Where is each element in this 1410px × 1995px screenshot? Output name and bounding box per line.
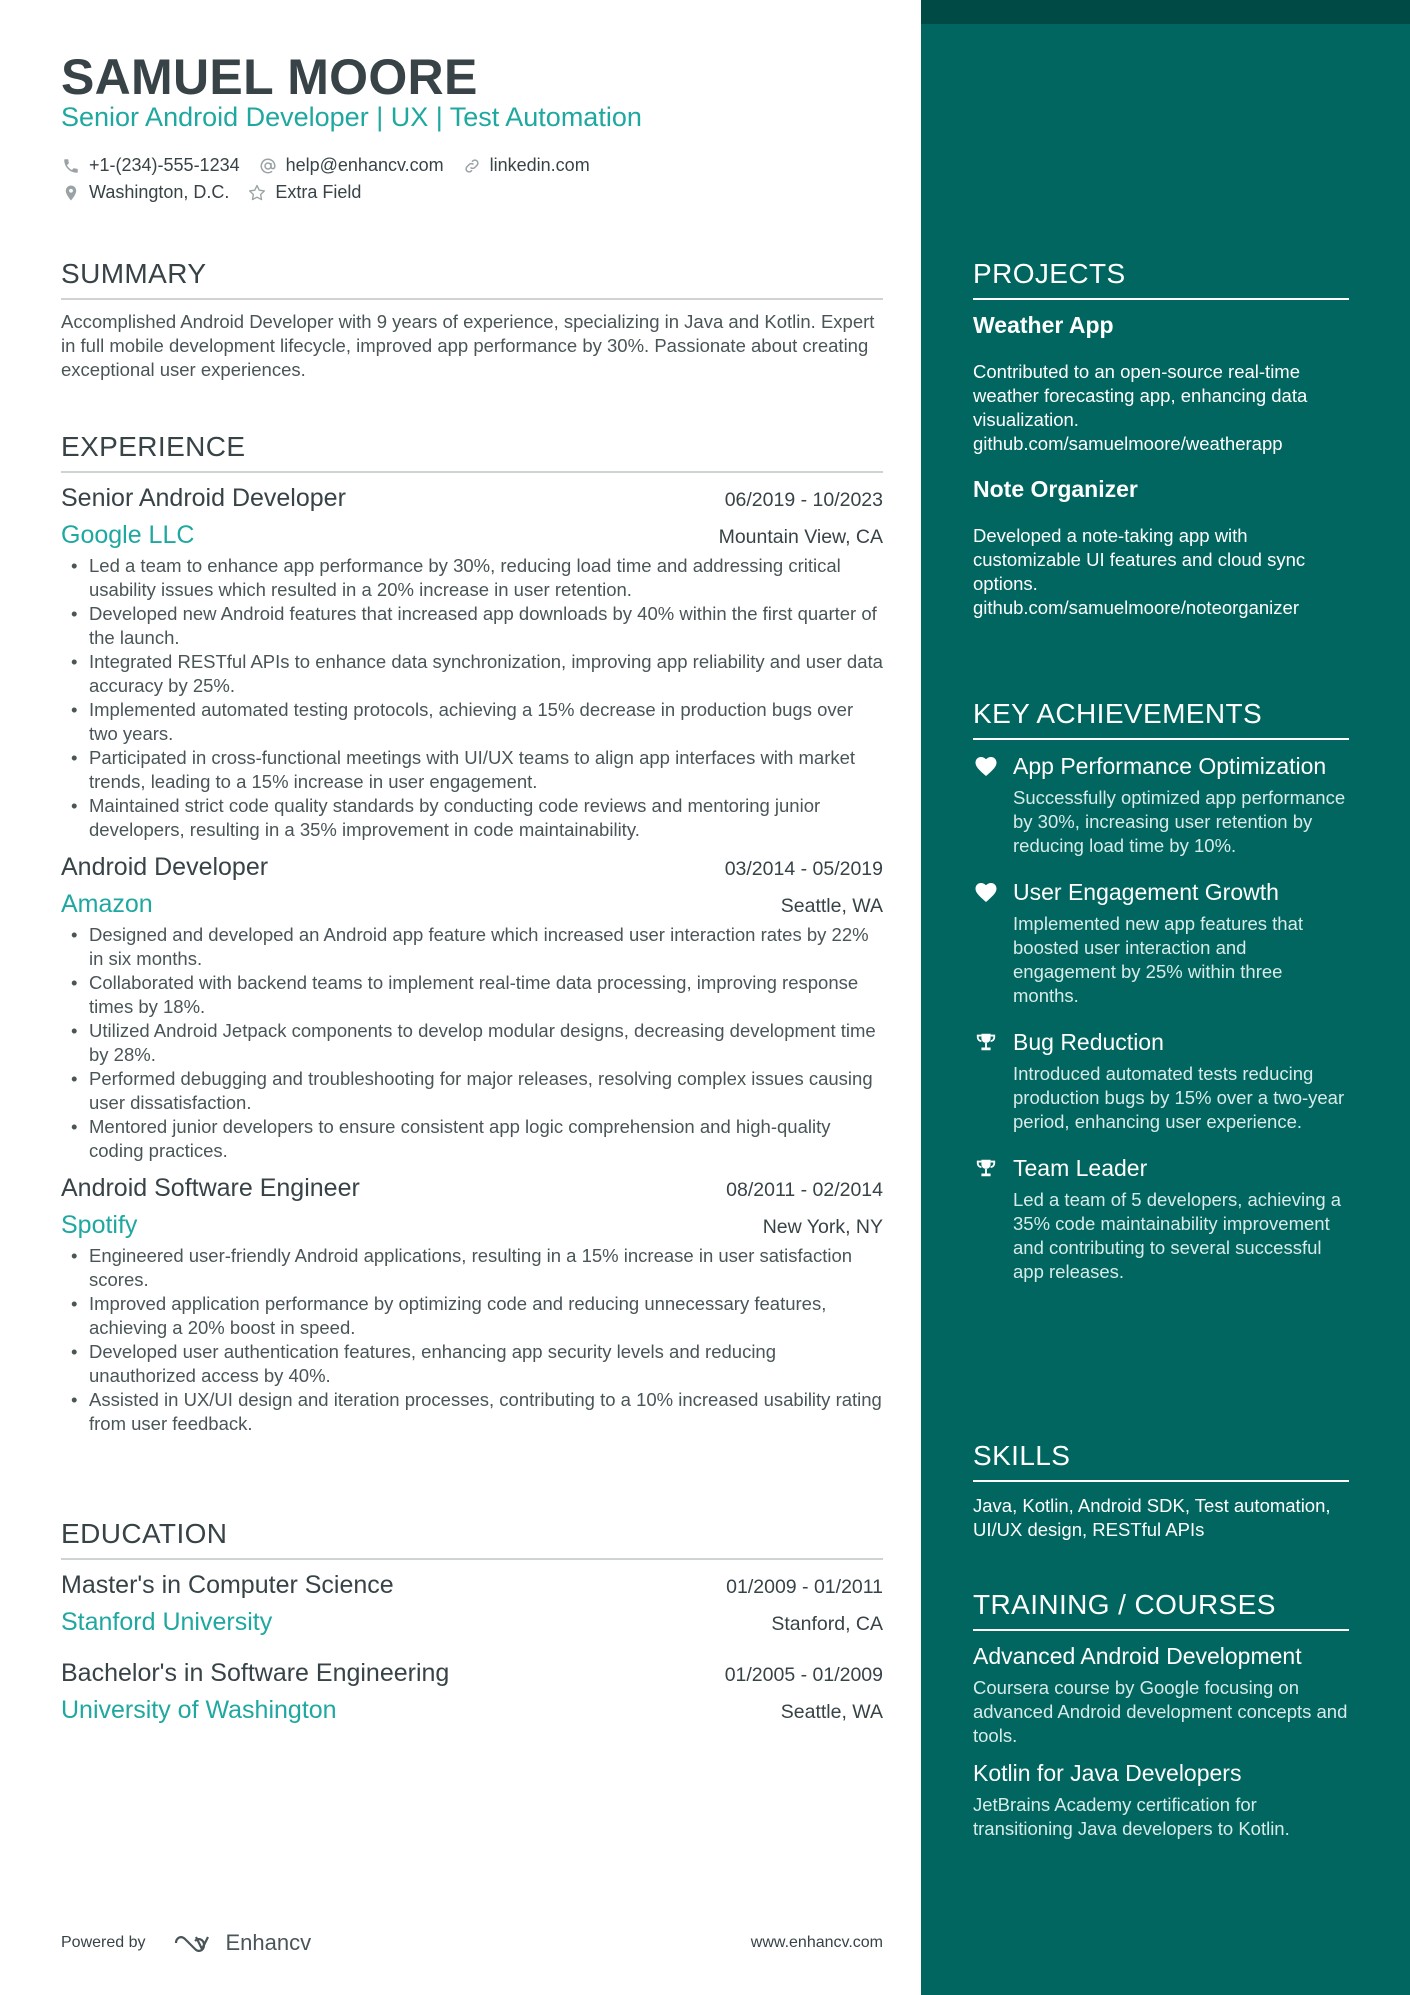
email-text: help@enhancv.com [285, 155, 444, 175]
projects-section [973, 258, 1349, 620]
location-pin-icon [61, 183, 81, 203]
job-title: Android Software Engineer [61, 1174, 360, 1202]
course-entry [973, 1760, 1349, 1841]
achievement-title: User Engagement Growth [1013, 879, 1279, 905]
school-location: Seattle, WA [780, 1701, 883, 1723]
location-text: Washington, D.C. [89, 182, 230, 202]
bullet-item: • Improved application performance by optimizing code and reducing unnecessary features, achieving a 20% boost in speed. [61, 1292, 883, 1340]
job-dates: 08/2011 - 02/2014 [726, 1179, 883, 1201]
job-bullets [61, 923, 883, 1163]
contact-phone[interactable] [61, 155, 240, 176]
bullet-item: • Maintained strict code quality standards by conducting code reviews and mentoring junior developers, resulting in a 35% improvement in code maintainability. [61, 794, 883, 842]
contact-info [61, 152, 881, 206]
bullet-item: • Utilized Android Jetpack components to develop modular designs, decreasing development time by 28%. [61, 1019, 883, 1067]
trophy-icon [973, 1155, 999, 1181]
bullet-item: • Developed new Android features that increased app downloads by 40% within the first quarter of the launch. [61, 602, 883, 650]
bullet-item: • Designed and developed an Android app feature which increased user interaction rates by 22% in six months. [61, 923, 883, 971]
sidebar [921, 0, 1410, 1995]
achievement-item [973, 1028, 1349, 1134]
job-title: Android Developer [61, 853, 269, 881]
school-location: Stanford, CA [771, 1613, 883, 1635]
achievement-description: Successfully optimized app performance by 30%, increasing user retention by reducing load time by 10%. [1013, 787, 1346, 856]
trophy-icon [973, 1029, 999, 1055]
bullet-item: • Collaborated with backend teams to implement real-time data processing, improving response times by 18%. [61, 971, 883, 1019]
job-location: Seattle, WA [780, 895, 883, 917]
achievement-description: Introduced automated tests reducing production bugs by 15% over a two-year period, enhancing user experience. [1013, 1063, 1345, 1132]
project-description: Developed a note-taking app with customizable UI features and cloud sync options. github.com/samuelmoore/noteorganizer [973, 525, 1306, 618]
achievement-title: Bug Reduction [1013, 1029, 1164, 1055]
education-dates: 01/2009 - 01/2011 [726, 1576, 883, 1598]
summary-heading: SUMMARY [61, 258, 883, 300]
experience-heading: EXPERIENCE [61, 431, 883, 473]
course-description: Coursera course by Google focusing on advanced Android development concepts and tools. [973, 1677, 1348, 1746]
school-name: University of Washington [61, 1696, 337, 1724]
job-location: New York, NY [762, 1216, 883, 1238]
projects-heading: PROJECTS [973, 258, 1349, 300]
powered-by [61, 1930, 311, 1956]
achievements-section [973, 698, 1349, 1284]
achievement-item [973, 1154, 1349, 1284]
skills-section [973, 1440, 1349, 1542]
bullet-item: • Mentored junior developers to ensure consistent app logic comprehension and high-quality coding practices. [61, 1115, 883, 1163]
bullet-item: • Integrated RESTful APIs to enhance data synchronization, improving app reliability and user data accuracy by 25%. [61, 650, 883, 698]
company-name: Google LLC [61, 521, 195, 549]
course-name: Kotlin for Java Developers [973, 1760, 1242, 1786]
enhancv-brand-text: Enhancv [225, 1930, 312, 1955]
enhancv-logo[interactable] [172, 1930, 312, 1956]
job-bullets [61, 1244, 883, 1436]
footer [61, 1930, 883, 1956]
project-description: Contributed to an open-source real-time weather forecasting app, enhancing data visualization. github.com/samuelmoore/weatherapp [973, 361, 1308, 454]
school-name: Stanford University [61, 1608, 273, 1636]
education-heading: EDUCATION [61, 1518, 883, 1560]
job-entry [61, 853, 883, 1163]
project-name: Note Organizer [973, 476, 1138, 502]
candidate-title: Senior Android Developer | UX | Test Automation [61, 102, 642, 132]
linkedin-text: linkedin.com [489, 155, 590, 175]
powered-by-label: Powered by [61, 1934, 146, 1951]
education-section [61, 1518, 883, 1725]
contact-linkedin[interactable] [462, 155, 590, 176]
achievement-item [973, 752, 1349, 858]
course-entry [973, 1643, 1349, 1748]
education-entry [61, 1659, 883, 1725]
degree-name: Master's in Computer Science [61, 1571, 394, 1599]
phone-icon [61, 156, 81, 176]
job-title: Senior Android Developer [61, 484, 346, 512]
education-dates: 01/2005 - 01/2009 [724, 1664, 883, 1686]
phone-text: +1-(234)-555-1234 [89, 155, 240, 175]
experience-section [61, 431, 883, 1436]
sidebar-top-bar [921, 0, 1410, 24]
bullet-item: • Engineered user-friendly Android applications, resulting in a 15% increase in user satisfaction scores. [61, 1244, 883, 1292]
heart-icon [973, 879, 999, 905]
heart-icon [973, 753, 999, 779]
bullet-item: • Led a team to enhance app performance by 30%, reducing load time and addressing critical usability issues which resulted in a 20% increase in user retention. [61, 554, 883, 602]
company-name: Spotify [61, 1211, 138, 1239]
job-dates: 06/2019 - 10/2023 [724, 489, 883, 511]
bullet-item: • Participated in cross-functional meetings with UI/UX teams to align app interfaces with market trends, leading to a 15% increase in user engagement. [61, 746, 883, 794]
contact-email[interactable] [258, 155, 444, 176]
enhancv-logo-icon [172, 1931, 220, 1955]
skills-list: Java, Kotlin, Android SDK, Test automation, UI/UX design, RESTful APIs [973, 1495, 1331, 1540]
summary-text: Accomplished Android Developer with 9 years of experience, specializing in Java and Kotlin. Expert in full mobile development lifecycle, improved app performance by 30%. Passionate about creating exceptional user experiences. [61, 311, 875, 380]
job-bullets [61, 554, 883, 842]
bullet-item: • Developed user authentication features, enhancing app security levels and reducing unauthorized access by 40%. [61, 1340, 883, 1388]
course-description: JetBrains Academy certification for transitioning Java developers to Kotlin. [973, 1794, 1290, 1839]
skills-heading: SKILLS [973, 1440, 1349, 1482]
star-icon [247, 183, 267, 203]
project-name: Weather App [973, 312, 1114, 338]
summary-section [61, 258, 883, 382]
achievement-title: App Performance Optimization [1013, 753, 1327, 779]
candidate-name: SAMUEL MOORE [61, 49, 478, 105]
contact-location [61, 182, 229, 203]
project-entry [973, 312, 1349, 456]
project-entry [973, 476, 1349, 620]
achievements-heading: KEY ACHIEVEMENTS [973, 698, 1349, 740]
job-entry [61, 484, 883, 842]
achievement-description: Led a team of 5 developers, achieving a 35% code maintainability improvement and contributing to several successful app releases. [1013, 1189, 1342, 1282]
extra-text: Extra Field [275, 182, 362, 202]
link-icon [462, 156, 482, 176]
degree-name: Bachelor's in Software Engineering [61, 1659, 450, 1687]
bullet-item: • Assisted in UX/UI design and iteration processes, contributing to a 10% increased usability rating from user feedback. [61, 1388, 883, 1436]
job-dates: 03/2014 - 05/2019 [724, 858, 883, 880]
footer-url[interactable]: www.enhancv.com [750, 1934, 883, 1951]
contact-extra [247, 182, 361, 203]
bullet-item: • Implemented automated testing protocols, achieving a 15% decrease in production bugs over two years. [61, 698, 883, 746]
education-entry [61, 1571, 883, 1637]
job-location: Mountain View, CA [718, 526, 883, 548]
training-heading: TRAINING / COURSES [973, 1589, 1349, 1631]
achievement-title: Team Leader [1013, 1155, 1148, 1181]
bullet-item: • Performed debugging and troubleshooting for major releases, resolving complex issues causing user dissatisfaction. [61, 1067, 883, 1115]
achievement-description: Implemented new app features that boosted user interaction and engagement by 25% within three months. [1013, 913, 1304, 1006]
course-name: Advanced Android Development [973, 1643, 1302, 1669]
at-icon [258, 156, 278, 176]
achievement-item [973, 878, 1349, 1008]
job-entry [61, 1174, 883, 1436]
training-section [973, 1589, 1349, 1841]
company-name: Amazon [61, 890, 153, 918]
